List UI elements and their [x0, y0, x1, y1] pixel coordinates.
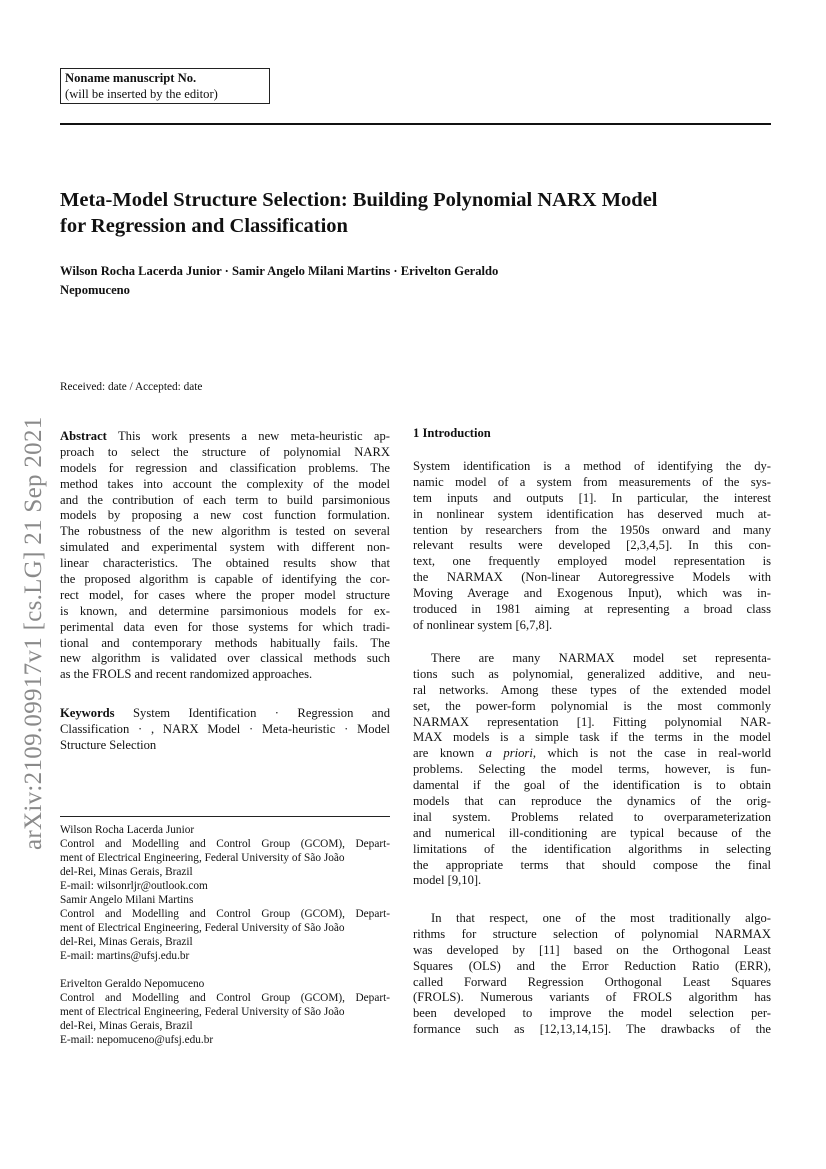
text-line — [60, 706, 390, 722]
author-email[interactable]: E-mail: martins@ufsj.edu.br — [60, 950, 190, 962]
text-line: rithms for structure selection of polynomial NARMAX — [413, 926, 771, 941]
text-line: and numerical ill-conditioning are typical because of the — [413, 825, 771, 840]
author-email[interactable]: E-mail: nepomuceno@ufsj.edu.br — [60, 1034, 214, 1046]
text-line: Moving Average and Exogenous Input), which was in- — [413, 586, 771, 601]
manuscript-header-box — [60, 68, 270, 104]
author-email[interactable]: E-mail: wilsonrljr@outlook.com — [60, 880, 208, 892]
affiliation-line: Control and Modelling and Control Group (GCOM), Depart- — [60, 908, 390, 920]
text-line: is known, and determine parsimonious models for ex- — [60, 603, 390, 618]
text-line: formance such as [12,13,14,15]. The drawbacks of the — [413, 1022, 771, 1037]
affiliation-line: del-Rei, Minas Gerais, Brazil — [60, 866, 193, 878]
affiliation-block — [60, 977, 390, 1047]
text-line: was developed by [11] based on the Orthogonal Least — [413, 942, 771, 957]
text-line: There are many NARMAX model set representa- — [431, 651, 771, 665]
author-name: Samir Angelo Milani Martins — [60, 894, 194, 906]
text-line: (FROLS). Numerous variants of FROLS algorithm has — [413, 990, 771, 1005]
affiliation-line: Control and Modelling and Control Group (GCOM), Depart- — [60, 992, 390, 1004]
author-name: Erivelton Geraldo Nepomuceno — [60, 978, 205, 990]
text-line: model [9,10]. — [413, 873, 482, 888]
section-heading-introduction: 1 Introduction — [413, 426, 491, 440]
text-line: of nonlinear system [6,7,8]. — [413, 617, 553, 632]
text-line: the appropriate terms that should compose the final — [413, 857, 771, 872]
text-line: relevant results were developed [2,3,4,5]. In this con- — [413, 538, 771, 553]
affiliation-block — [60, 823, 390, 893]
intro-paragraph — [413, 459, 771, 634]
text-line: as the FROLS and recent randomized approaches. — [60, 667, 313, 682]
text-line: text, one frequently employed model representation is — [413, 554, 771, 569]
text-line: limitations of the identification algorithms in selecting — [413, 841, 771, 856]
intro-paragraph — [413, 651, 771, 889]
text-line: set, the power-form polynomial is the most commonly — [413, 698, 771, 713]
text-line: inal system. Problems related to overparameterization — [413, 809, 771, 824]
text-line: problems. Selecting the model terms, however, is fun- — [413, 762, 771, 777]
text-line: been developed to improve the model selection per- — [413, 1006, 771, 1021]
text-line-content: System Identification · Regression and — [133, 706, 390, 720]
text-line: tention by researchers from the 1950s onward and many — [413, 522, 771, 537]
text-line: and the contribution of each term to build parsimonious — [60, 492, 390, 507]
text-line-content: This work presents a new meta-heuristic ap- — [117, 429, 390, 443]
arxiv-identifier[interactable]: arXiv:2109.09917v1 [cs.LG] 21 Sep 2021 — [20, 416, 47, 850]
text-line: perimental data even for those systems for which tradi- — [60, 619, 390, 634]
text-line: Squares (OLS) and the Error Reduction Ratio (ERR), — [413, 958, 771, 973]
received-date: Received: date / Accepted: date — [60, 381, 203, 393]
text-line: the proposed algorithm is capable of identifying the cor- — [60, 572, 390, 587]
affiliation-line: Control and Modelling and Control Group (GCOM), Depart- — [60, 838, 390, 850]
text-line: the NARMAX (Non-linear Autoregressive Models with — [413, 570, 771, 585]
text-line: damental if the goal of the identification is to obtain — [413, 778, 771, 793]
text-line: method takes into account the complexity of the model — [60, 476, 390, 491]
text-line: namic model of a system from measurements of the sys- — [413, 474, 771, 489]
text-line: rect model, for cases where the proper model structure — [60, 587, 390, 602]
text-line: In that respect, one of the most traditionally algo- — [431, 911, 771, 925]
text-line: linear characteristics. The obtained results show that — [60, 556, 390, 571]
manuscript-number: Noname manuscript No. — [65, 71, 197, 85]
intro-paragraph — [413, 911, 771, 1038]
text-line: called Forward Regression Orthogonal Least Squares — [413, 974, 771, 989]
text-line: models that can reproduce the dynamics of the orig- — [413, 794, 771, 809]
author-list — [60, 262, 771, 300]
text-line: MAX models is a simple task if the terms in the model — [413, 730, 771, 745]
abstract — [60, 429, 390, 683]
text-line: models by proposing a new cost function formulation. — [60, 508, 390, 523]
text-line: troduced in 1981 aiming at representing a broad class — [413, 602, 771, 617]
text-line: ral networks. Among these types of the extended model — [413, 682, 771, 697]
affiliation-line: del-Rei, Minas Gerais, Brazil — [60, 1020, 193, 1032]
affiliation-line: del-Rei, Minas Gerais, Brazil — [60, 936, 193, 948]
footnote-rule — [60, 816, 390, 817]
text-line: models for regression and classification problems. The — [60, 460, 390, 475]
abstract-label: Abstract — [60, 429, 107, 443]
keywords-label: Keywords — [60, 706, 115, 720]
keywords — [60, 706, 390, 754]
text-line — [60, 429, 390, 445]
text-line: The robustness of the new algorithm is tested on several — [60, 524, 390, 539]
author-line: Nepomuceno — [60, 283, 130, 297]
text-line: proach to select the structure of polynomial NARX — [60, 444, 390, 459]
text-line: tem inputs and outputs [1]. In particular, the interest — [413, 490, 771, 505]
text-line: NARMAX representation [1]. Fitting polynomial NAR- — [413, 714, 771, 729]
text-line: Structure Selection — [60, 737, 157, 752]
affiliation-line: ment of Electrical Engineering, Federal University of São João — [60, 922, 345, 934]
editor-note: (will be inserted by the editor) — [65, 86, 218, 101]
title-line: for Regression and Classification — [60, 215, 348, 237]
text-line: new algorithm is validated over classical methods such — [60, 651, 390, 666]
text-line: tions such as polynomial, generalized additive, and neu- — [413, 666, 771, 681]
text-line: Classification · , NARX Model · Meta-heuristic · Model — [60, 721, 390, 736]
text-line: in nonlinear system identification has deserved much at- — [413, 506, 771, 521]
author-name: Wilson Rocha Lacerda Junior — [60, 824, 195, 836]
affiliation-block — [60, 893, 390, 963]
text-line: System identification is a method of identifying the dy- — [413, 459, 771, 473]
paper-title — [60, 187, 771, 239]
text-line: simulated and experimental system with different non- — [60, 540, 390, 555]
affiliation-line: ment of Electrical Engineering, Federal University of São João — [60, 1006, 345, 1018]
header-rule — [60, 123, 771, 125]
text-line: are known a priori, which is not the case in real-world — [413, 746, 771, 761]
author-line: Wilson Rocha Lacerda Junior · Samir Angelo Milani Martins · Erivelton Geraldo — [60, 264, 499, 278]
text-line: tional and contemporary methods habitually fails. The — [60, 635, 390, 650]
affiliation-line: ment of Electrical Engineering, Federal University of São João — [60, 852, 345, 864]
title-line: Meta-Model Structure Selection: Building Polynomial NARX Model — [60, 189, 658, 211]
